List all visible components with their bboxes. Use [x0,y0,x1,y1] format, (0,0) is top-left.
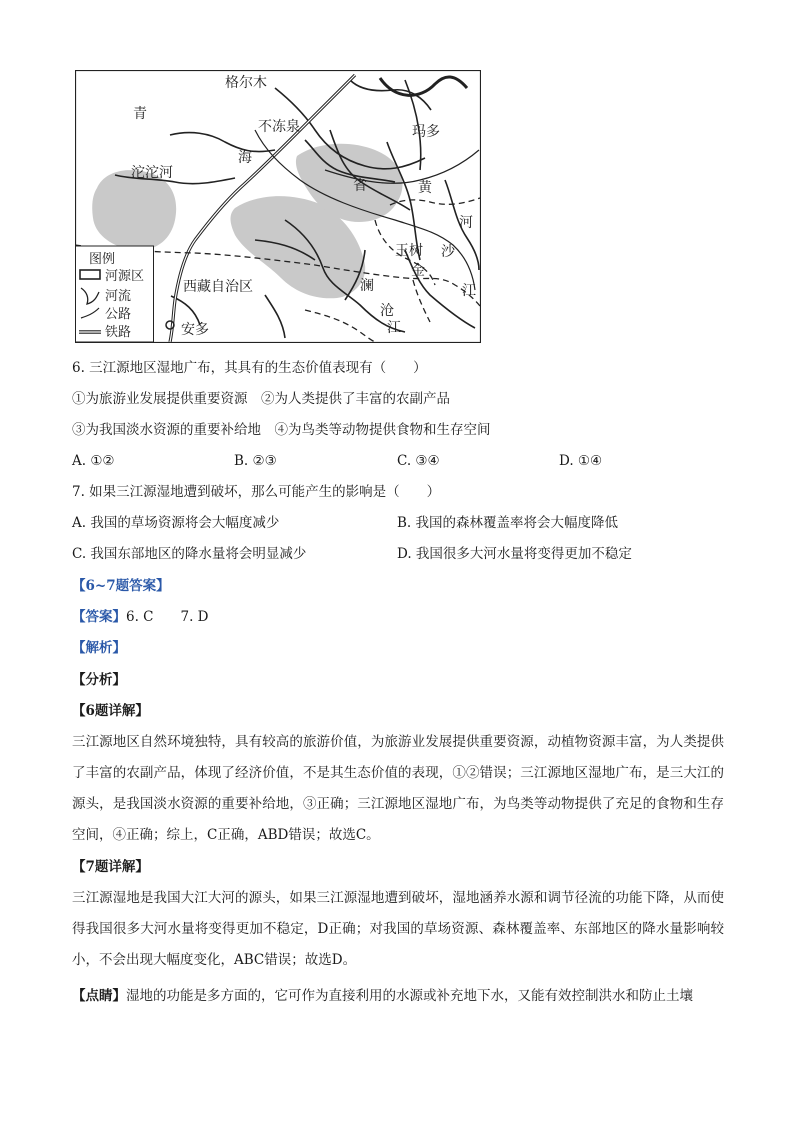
label-golmud: 格尔木 [225,75,267,91]
answer-tag: 【答案】 [72,609,126,625]
label-hai: 海 [238,150,252,166]
q6-option-c: C. ③④ [397,453,440,469]
q6-statement-line2: ③为我国淡水资源的重要补给地 ④为鸟类等动物提供食物和生存空间 [72,422,491,438]
detail7-text: 三江源湿地是我国大江大河的源头，如果三江源湿地遭到破坏，湿地涵养水源和调节径流的功能下降，从而使得我国很多大河水量将变得更加不稳定，D正确；对我国的草场资源、森林覆盖率、东部地区的降水量影响较小，不会出现大幅度变化，ABC错误；故选D。 [72,890,724,968]
detail6-text: 三江源地区自然环境独特，具有较高的旅游价值，为旅游业发展提供重要资源，动植物资源丰富，为人类提供了丰富的农副产品，体现了经济价值，不是其生态价值的表现，①②错误；三江源地区湿地广布，是三大江的源头，是我国淡水资源的重要补给地，③正确；三江源地区湿地广布，为鸟类等动物提供了充足的食物和生存空间，④正确；综上，C正确，ABD错误；故选C。 [72,734,724,843]
legend-river: 河流 [105,289,132,304]
legend-source-area: 河源区 [105,269,145,284]
answer-text: 6. C 7. D [126,609,209,625]
source-area-west [92,170,176,250]
q7-option-c: C. 我国东部地区的降水量将会明显减少 [72,546,307,562]
detail7-header: 【7题详解】 [72,859,149,875]
label-jiang-south: 江 [387,320,401,336]
legend-title: 图例 [89,252,116,267]
label-yushu: 玉树 [395,243,423,259]
label-lan: 澜 [360,278,374,294]
fenxi-header: 【分析】 [72,672,126,688]
q7-stem: 7. 如果三江源湿地遭到破坏，那么可能产生的影响是（ ） [72,484,441,500]
q7-option-a: A. 我国的草场资源将会大幅度减少 [72,515,280,531]
dianjing-text: 湿地的功能是多方面的，它可作为直接利用的水源或补充地下水，又能有效控制洪水和防止土壤 [126,988,693,1004]
q7-option-d: D. 我国很多大河水量将变得更加不稳定 [397,546,632,562]
label-sheng: 省 [353,178,367,194]
label-budongquan: 不冻泉 [258,119,300,135]
q6-option-d: D. ①④ [559,453,603,469]
q7-option-b: B. 我国的森林覆盖率将会大幅度降低 [397,515,619,531]
legend-source-symbol [80,270,100,279]
label-he: 河 [459,215,473,231]
q6-stem: 6. 三江源地区湿地广布，其具有的生态价值表现有（ ） [72,360,427,376]
q6-option-b: B. ②③ [234,453,277,469]
label-jiang-east: 江 [462,283,476,299]
map-figure [75,70,481,343]
detail6-header: 【6题详解】 [72,703,149,719]
label-qing: 青 [133,106,147,122]
label-anduo: 安多 [181,322,209,338]
dianjing-tag: 【点睛】 [72,988,126,1004]
label-xizang: 西藏自治区 [183,279,253,295]
label-cang: 沧 [380,303,394,319]
label-jin: 金 [411,263,425,279]
analysis-header: 【解析】 [72,640,126,656]
dianjing-line [72,986,693,1006]
answers-header: 【6~7题答案】 [72,578,170,594]
legend-road: 公路 [105,307,132,322]
q6-statement-line1: ①为旅游业发展提供重要资源 ②为人类提供了丰富的农副产品 [72,391,450,407]
label-huang: 黄 [418,180,432,196]
q6-option-a: A. ①② [72,453,115,469]
label-sha: 沙 [441,244,455,260]
legend [76,246,154,342]
legend-railway: 铁路 [105,325,132,340]
answer-line [72,607,209,627]
label-tuotuohe: 沱沱河 [131,165,173,181]
label-maduo: 玛多 [412,124,440,140]
map-svg [75,70,481,343]
